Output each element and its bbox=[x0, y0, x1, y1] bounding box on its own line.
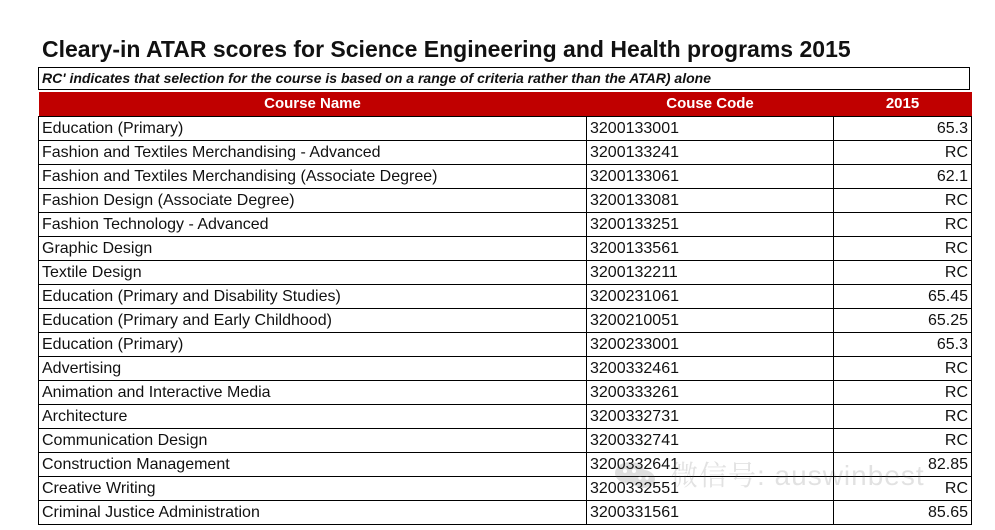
course-code-cell: 3200133561 bbox=[587, 237, 834, 261]
score-cell: 82.85 bbox=[834, 453, 972, 477]
course-name-cell: Fashion Design (Associate Degree) bbox=[39, 189, 587, 213]
score-cell: RC bbox=[834, 213, 972, 237]
course-name-cell: Communication Design bbox=[39, 429, 587, 453]
score-cell: RC bbox=[834, 405, 972, 429]
table-row bbox=[39, 357, 972, 381]
score-cell: RC bbox=[834, 189, 972, 213]
course-name-cell: Education (Primary and Early Childhood) bbox=[39, 309, 587, 333]
course-name-cell: Fashion and Textiles Merchandising - Advanced bbox=[39, 141, 587, 165]
course-name-cell: Animation and Interactive Media bbox=[39, 381, 587, 405]
course-code-header: Couse Code bbox=[587, 92, 834, 117]
course-code-cell: 3200332741 bbox=[587, 429, 834, 453]
score-cell: 65.25 bbox=[834, 309, 972, 333]
course-code-cell: 3200233001 bbox=[587, 333, 834, 357]
course-name-header: Course Name bbox=[39, 92, 587, 117]
course-code-cell: 3200132211 bbox=[587, 261, 834, 285]
course-code-cell: 3200133061 bbox=[587, 165, 834, 189]
course-code-cell: 3200133001 bbox=[587, 117, 834, 141]
table-row bbox=[39, 381, 972, 405]
header-row bbox=[39, 92, 972, 117]
course-name-cell: Creative Writing bbox=[39, 477, 587, 501]
course-name-cell: Education (Primary) bbox=[39, 117, 587, 141]
year-2015-header: 2015 bbox=[834, 92, 972, 117]
selection-note: RC' indicates that selection for the course is based on a range of criteria rather than the ATAR) alone bbox=[38, 67, 970, 90]
table-row bbox=[39, 453, 972, 477]
table-row bbox=[39, 309, 972, 333]
watermark-text: 微信号: auswinbest bbox=[670, 460, 925, 491]
course-name-cell: Fashion Technology - Advanced bbox=[39, 213, 587, 237]
course-code-cell: 3200210051 bbox=[587, 309, 834, 333]
table-row bbox=[39, 237, 972, 261]
course-name-cell: Education (Primary and Disability Studies) bbox=[39, 285, 587, 309]
score-cell: 65.3 bbox=[834, 333, 972, 357]
table-row bbox=[39, 285, 972, 309]
score-cell: 65.3 bbox=[834, 117, 972, 141]
score-cell: RC bbox=[834, 381, 972, 405]
course-code-cell: 3200133241 bbox=[587, 141, 834, 165]
score-cell: RC bbox=[834, 141, 972, 165]
table-row bbox=[39, 165, 972, 189]
table-row bbox=[39, 477, 972, 501]
table-row bbox=[39, 261, 972, 285]
course-name-cell: Criminal Justice Administration bbox=[39, 501, 587, 525]
score-cell: RC bbox=[834, 357, 972, 381]
course-name-cell: Construction Management bbox=[39, 453, 587, 477]
table-body bbox=[39, 117, 972, 525]
score-cell: 85.65 bbox=[834, 501, 972, 525]
table-row bbox=[39, 501, 972, 525]
course-code-cell: 3200332641 bbox=[587, 453, 834, 477]
table-row bbox=[39, 117, 972, 141]
table-row bbox=[39, 141, 972, 165]
course-name-cell: Fashion and Textiles Merchandising (Associate Degree) bbox=[39, 165, 587, 189]
course-name-cell: Graphic Design bbox=[39, 237, 587, 261]
course-code-cell: 3200133251 bbox=[587, 213, 834, 237]
table-header bbox=[39, 92, 972, 117]
score-cell: RC bbox=[834, 429, 972, 453]
score-cell: RC bbox=[834, 261, 972, 285]
table-row bbox=[39, 189, 972, 213]
table-row bbox=[39, 405, 972, 429]
course-code-cell: 3200332551 bbox=[587, 477, 834, 501]
course-name-cell: Textile Design bbox=[39, 261, 587, 285]
score-cell: RC bbox=[834, 237, 972, 261]
course-name-cell: Education (Primary) bbox=[39, 333, 587, 357]
course-code-cell: 3200332731 bbox=[587, 405, 834, 429]
table-row bbox=[39, 213, 972, 237]
score-cell: 65.45 bbox=[834, 285, 972, 309]
table-row bbox=[39, 333, 972, 357]
course-code-cell: 3200133081 bbox=[587, 189, 834, 213]
course-code-cell: 3200333261 bbox=[587, 381, 834, 405]
course-code-cell: 3200331561 bbox=[587, 501, 834, 525]
score-cell: RC bbox=[834, 477, 972, 501]
page-title: Cleary-in ATAR scores for Science Engineering and Health programs 2015 bbox=[42, 36, 851, 62]
score-cell: 62.1 bbox=[834, 165, 972, 189]
course-name-cell: Architecture bbox=[39, 405, 587, 429]
atar-table bbox=[38, 92, 972, 525]
table-row bbox=[39, 429, 972, 453]
course-code-cell: 3200332461 bbox=[587, 357, 834, 381]
course-code-cell: 3200231061 bbox=[587, 285, 834, 309]
course-name-cell: Advertising bbox=[39, 357, 587, 381]
